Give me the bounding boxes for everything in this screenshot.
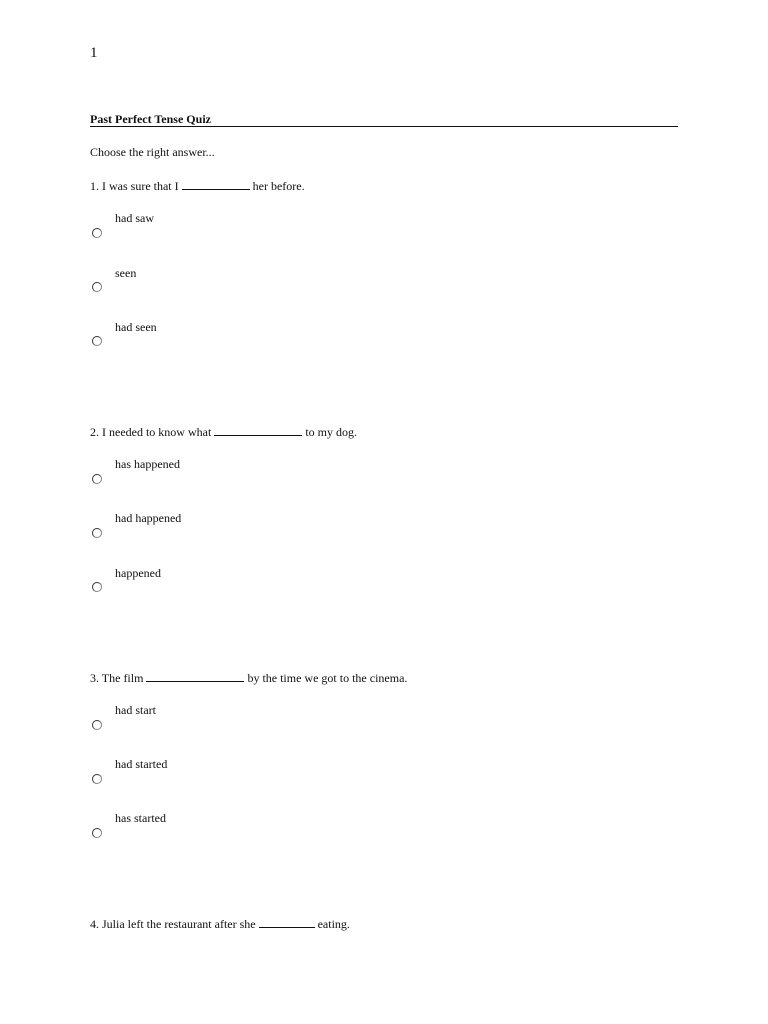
question-4-after: eating.: [317, 917, 350, 931]
option-label: had seen: [115, 320, 157, 334]
option-label: has happened: [115, 457, 180, 471]
question-1: [90, 178, 305, 194]
option-label: happened: [115, 566, 161, 580]
option-label: seen: [115, 266, 137, 280]
question-1-text: 1. I was sure that I: [90, 179, 179, 193]
answer-blank: [214, 424, 302, 436]
question-3-after: by the time we got to the cinema.: [247, 671, 408, 685]
radio-button[interactable]: [92, 582, 102, 592]
instructions: Choose the right answer...: [90, 145, 215, 159]
answer-blank: [259, 916, 315, 928]
question-4: [90, 916, 350, 932]
radio-button[interactable]: [92, 474, 102, 484]
option-label: has started: [115, 811, 166, 825]
radio-button[interactable]: [92, 774, 102, 784]
option-label: had happened: [115, 511, 182, 525]
answer-blank: [182, 178, 250, 190]
page-number: 1: [90, 45, 98, 61]
answer-blank: [146, 670, 244, 682]
question-2: [90, 424, 357, 440]
option-label: had started: [115, 757, 168, 771]
question-2-after: to my dog.: [305, 425, 357, 439]
radio-button[interactable]: [92, 720, 102, 730]
radio-button[interactable]: [92, 828, 102, 838]
question-3: [90, 670, 407, 686]
radio-button[interactable]: [92, 528, 102, 538]
radio-button[interactable]: [92, 282, 102, 292]
option-label: had saw: [115, 211, 154, 225]
question-3-text: 3. The film: [90, 671, 144, 685]
quiz-title: Past Perfect Tense Quiz: [90, 112, 678, 127]
question-1-after: her before.: [252, 179, 305, 193]
radio-button[interactable]: [92, 336, 102, 346]
question-4-text: 4. Julia left the restaurant after she: [90, 917, 256, 931]
question-2-text: 2. I needed to know what: [90, 425, 212, 439]
radio-button[interactable]: [92, 228, 102, 238]
option-label: had start: [115, 703, 156, 717]
